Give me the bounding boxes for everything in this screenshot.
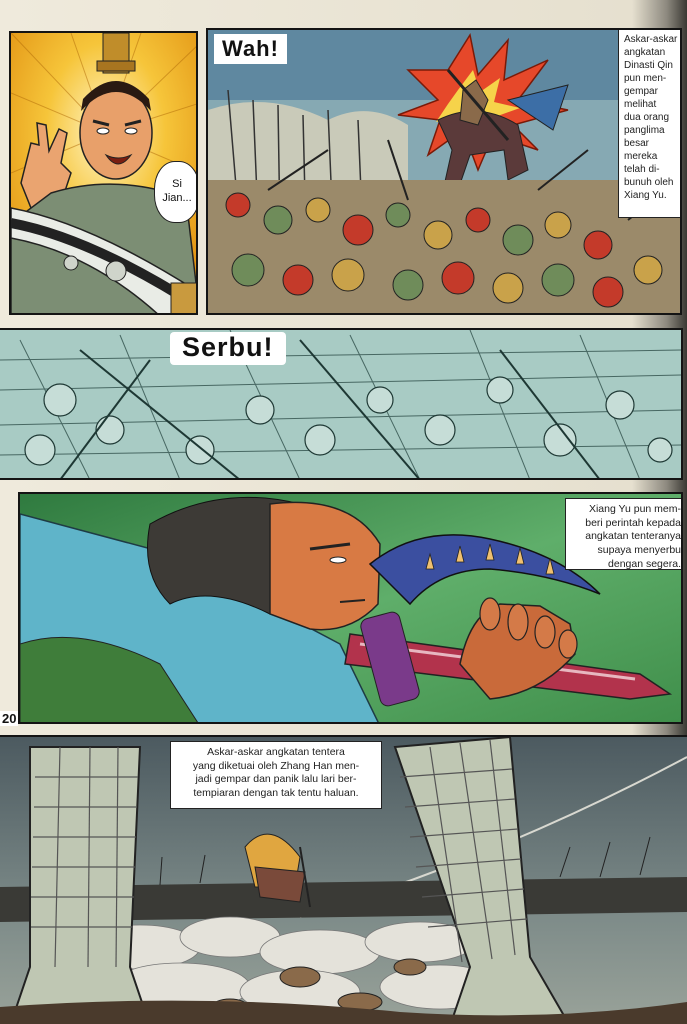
panel-battle-clash xyxy=(206,28,682,315)
caption-line: angkatan tenteranya xyxy=(585,530,681,543)
panel-xiang-yu-sword xyxy=(18,492,683,724)
panel-shouting-general xyxy=(9,31,198,315)
caption-line: dengan segera. xyxy=(608,557,681,570)
panel2-caption xyxy=(618,28,682,218)
army-charge-illustration xyxy=(0,330,683,480)
caption-line: yang diketuai oleh Zhang Han men- xyxy=(192,759,360,772)
caption-line: Askar-askar angkatan tentera xyxy=(207,746,345,758)
speech-bubble xyxy=(154,161,198,223)
caption-line: pun men- xyxy=(624,73,667,84)
caption-line: tempiaran dengan tak tentu haluan. xyxy=(193,786,359,799)
caption-line: melihat xyxy=(624,99,657,110)
caption-line: Dinasti Qin xyxy=(624,60,673,71)
caption-line: panglima xyxy=(624,125,665,136)
caption-line: gempar xyxy=(624,86,658,97)
caption-line: Xiang Yu pun mem- xyxy=(588,503,681,515)
battle-clash-illustration xyxy=(208,30,682,315)
caption-line: dua orang xyxy=(624,112,670,123)
caption-line: supaya menyerbu xyxy=(597,543,681,556)
panel-army-charge xyxy=(0,328,683,480)
page-number: 20 xyxy=(2,711,17,726)
caption-line: telah di- xyxy=(624,164,660,175)
caption-line: angkatan xyxy=(624,47,666,58)
panel4-caption xyxy=(565,498,683,570)
sfx-serbu: Serbu! xyxy=(170,332,286,365)
caption-line: bunuh oleh xyxy=(624,177,674,188)
caption-line: Xiang Yu. xyxy=(624,190,667,201)
sfx-wah: Wah! xyxy=(214,34,287,64)
caption-line: besar xyxy=(624,138,650,149)
caption-line: Askar-askar xyxy=(624,34,678,45)
caption-line: jadi gempar dan panik lalu lari ber- xyxy=(195,773,357,786)
caption-line: beri perintah kepada xyxy=(585,516,681,529)
speech-text: Si Jian... xyxy=(162,178,192,204)
panel5-caption xyxy=(170,741,382,809)
caption-line: mereka xyxy=(624,151,658,162)
panel-fleeing-army xyxy=(0,735,687,1024)
